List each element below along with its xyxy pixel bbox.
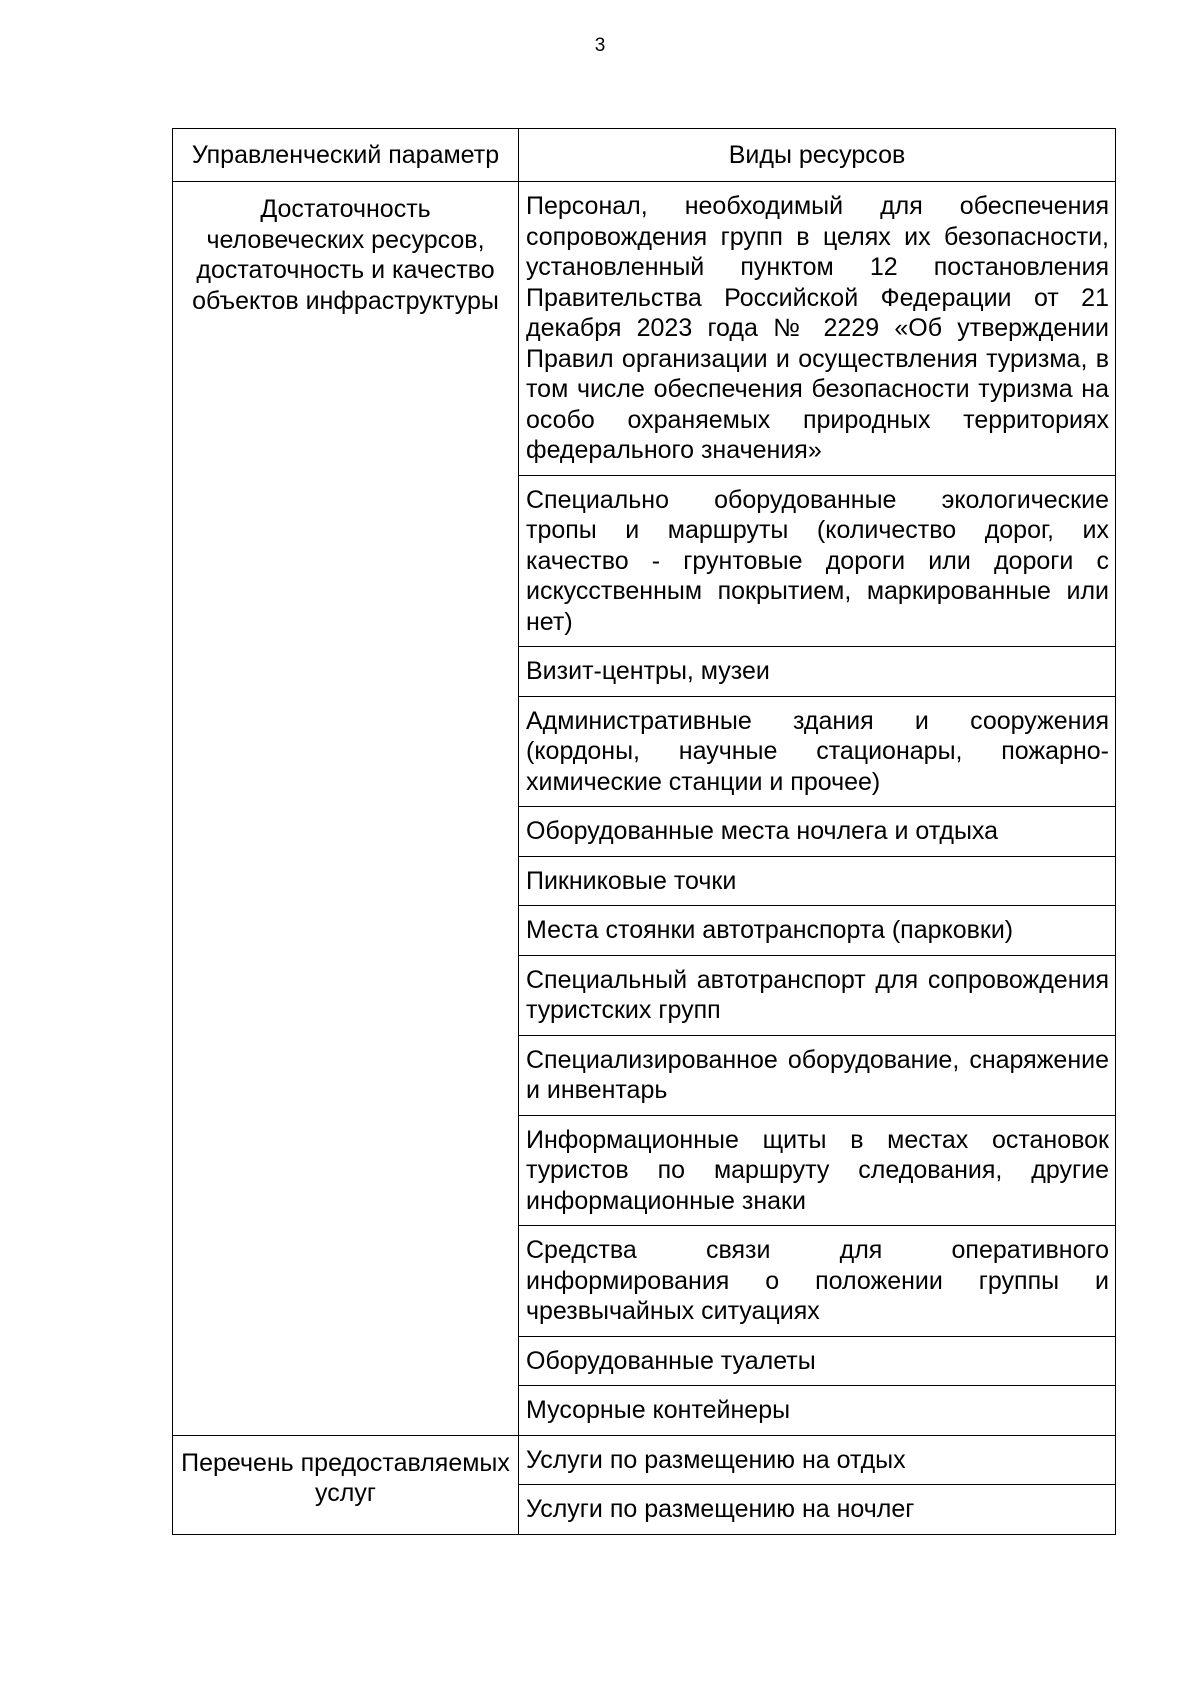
resource-cell: Оборудованные туалеты [519, 1336, 1116, 1386]
resource-cell: Средства связи для оперативного информирования о положении группы и чрезвычайных ситуациях [519, 1226, 1116, 1337]
table-header-row [173, 129, 1116, 182]
table-row [173, 1435, 1116, 1485]
header-resources: Виды ресурсов [519, 129, 1116, 182]
page-number: 3 [594, 35, 606, 56]
resource-cell: Услуги по размещению на отдых [519, 1435, 1116, 1485]
resource-cell: Специальный автотранспорт для сопровождения туристских групп [519, 955, 1116, 1035]
table-row [173, 182, 1116, 476]
resource-cell: Информационные щиты в местах остановок туристов по маршруту следования, другие информационные знаки [519, 1115, 1116, 1226]
resource-cell: Мусорные контейнеры [519, 1386, 1116, 1436]
param-cell-services: Перечень предоставляемых услуг [173, 1435, 519, 1534]
resource-cell: Визит-центры, музеи [519, 647, 1116, 697]
header-param: Управленческий параметр [173, 129, 519, 182]
resource-table [172, 128, 1116, 1535]
resource-cell: Специально оборудованные экологические тропы и маршруты (количество дорог, их качество - грунтовые дороги или дороги с искусственным покрытием, маркированные или нет) [519, 475, 1116, 647]
resource-cell: Услуги по размещению на ночлег [519, 1485, 1116, 1535]
resource-cell: Оборудованные места ночлега и отдыха [519, 807, 1116, 857]
param-cell-infrastructure: Достаточность человеческих ресурсов, достаточность и качество объектов инфраструктуры [173, 182, 519, 1436]
resource-cell: Специализированное оборудование, снаряжение и инвентарь [519, 1035, 1116, 1115]
resource-cell: Административные здания и сооружения (кордоны, научные стационары, пожарно-химические станции и прочее) [519, 696, 1116, 807]
resource-cell: Персонал, необходимый для обеспечения сопровождения групп в целях их безопасности, установленный пунктом 12 постановления Правительства Российской Федерации от 21 декабря 2023 года № 2229 «Об утверждении Правил организации и осуществления туризма, в том числе обеспечения безопасности туризма на особо охраняемых природных территориях федерального значения» [519, 182, 1116, 476]
resource-cell: Пикниковые точки [519, 856, 1116, 906]
resource-cell: Места стоянки автотранспорта (парковки) [519, 906, 1116, 956]
